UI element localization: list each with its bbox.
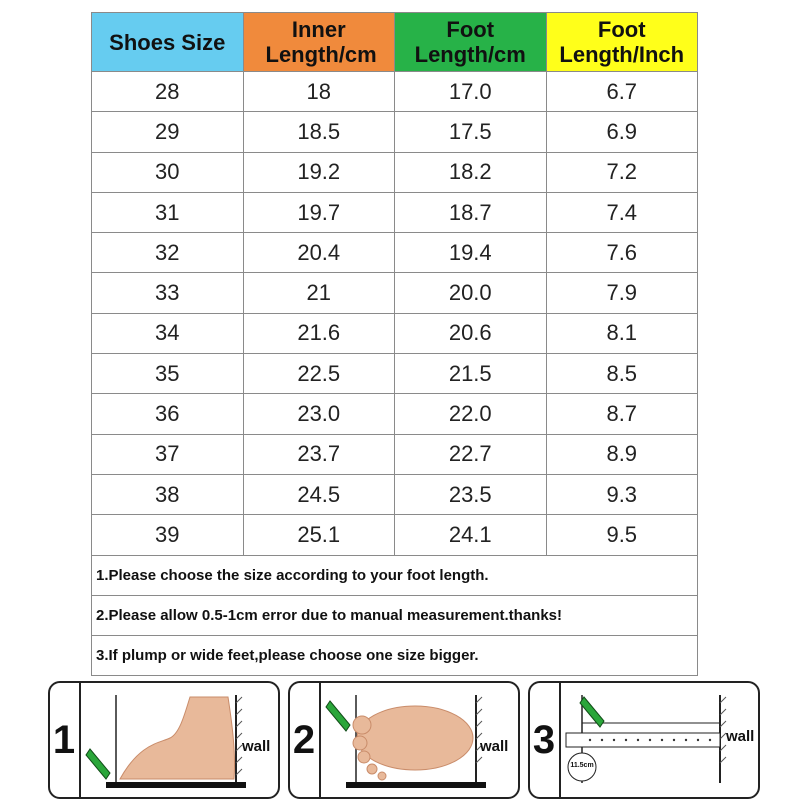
cell-inner-length: 21 <box>243 273 395 313</box>
cell-shoes-size: 29 <box>92 112 244 152</box>
cell-inner-length: 23.7 <box>243 434 395 474</box>
cell-foot-length-cm: 21.5 <box>395 354 547 394</box>
cell-shoes-size: 38 <box>92 474 244 514</box>
ruler-measure-icon <box>530 683 758 797</box>
cell-shoes-size: 37 <box>92 434 244 474</box>
cell-foot-length-inch: 8.1 <box>546 313 698 353</box>
cell-foot-length-inch: 7.9 <box>546 273 698 313</box>
table-row <box>92 72 698 112</box>
cell-shoes-size: 39 <box>92 515 244 555</box>
cell-foot-length-cm: 18.2 <box>395 152 547 192</box>
cell-foot-length-cm: 22.7 <box>395 434 547 474</box>
table-row <box>92 192 698 232</box>
cell-inner-length: 22.5 <box>243 354 395 394</box>
header-foot-length-cm: Foot Length/cm <box>395 13 547 72</box>
step-2-wall-label: wall <box>480 738 509 755</box>
cell-foot-length-inch: 8.7 <box>546 394 698 434</box>
step-1-wall-label: wall <box>242 738 271 755</box>
cell-foot-length-inch: 9.3 <box>546 474 698 514</box>
step-1-number: 1 <box>52 717 76 762</box>
cell-inner-length: 19.2 <box>243 152 395 192</box>
cell-shoes-size: 30 <box>92 152 244 192</box>
note-text: 2.Please allow 0.5-1cm error due to manual measurement.thanks! <box>92 595 698 635</box>
table-row <box>92 354 698 394</box>
table-row <box>92 515 698 555</box>
header-row <box>92 13 698 72</box>
header-foot-length-inch: Foot Length/Inch <box>546 13 698 72</box>
cell-shoes-size: 32 <box>92 233 244 273</box>
cell-foot-length-cm: 24.1 <box>395 515 547 555</box>
step-2-number: 2 <box>292 717 316 762</box>
cell-inner-length: 21.6 <box>243 313 395 353</box>
cell-shoes-size: 31 <box>92 192 244 232</box>
cell-foot-length-cm: 17.5 <box>395 112 547 152</box>
step-2-panel <box>288 681 520 799</box>
cell-shoes-size: 28 <box>92 72 244 112</box>
cell-shoes-size: 34 <box>92 313 244 353</box>
cell-inner-length: 23.0 <box>243 394 395 434</box>
cell-inner-length: 25.1 <box>243 515 395 555</box>
step-3-number: 3 <box>532 717 556 762</box>
cell-foot-length-cm: 22.0 <box>395 394 547 434</box>
cell-foot-length-cm: 19.4 <box>395 233 547 273</box>
cell-foot-length-inch: 9.5 <box>546 515 698 555</box>
cell-inner-length: 20.4 <box>243 233 395 273</box>
note-row <box>92 595 698 635</box>
note-row <box>92 636 698 676</box>
cell-foot-length-inch: 8.5 <box>546 354 698 394</box>
cell-inner-length: 18.5 <box>243 112 395 152</box>
cell-shoes-size: 33 <box>92 273 244 313</box>
note-text: 1.Please choose the size according to your foot length. <box>92 555 698 595</box>
table-row <box>92 313 698 353</box>
step-3-panel <box>528 681 760 799</box>
step-3-wall-label: wall <box>726 728 755 745</box>
cell-foot-length-inch: 7.4 <box>546 192 698 232</box>
cell-inner-length: 19.7 <box>243 192 395 232</box>
cell-foot-length-inch: 6.9 <box>546 112 698 152</box>
cell-foot-length-cm: 17.0 <box>395 72 547 112</box>
table-row <box>92 434 698 474</box>
header-inner-length: Inner Length/cm <box>243 13 395 72</box>
cell-foot-length-inch: 7.2 <box>546 152 698 192</box>
note-row <box>92 555 698 595</box>
table-row <box>92 112 698 152</box>
table-row <box>92 474 698 514</box>
cell-foot-length-cm: 18.7 <box>395 192 547 232</box>
cell-foot-length-cm: 20.0 <box>395 273 547 313</box>
header-shoes-size: Shoes Size <box>92 13 244 72</box>
measurement-steps <box>48 681 758 799</box>
table-row <box>92 394 698 434</box>
cell-foot-length-cm: 23.5 <box>395 474 547 514</box>
cell-foot-length-cm: 20.6 <box>395 313 547 353</box>
table-row <box>92 273 698 313</box>
size-chart-table <box>91 12 698 676</box>
cell-inner-length: 24.5 <box>243 474 395 514</box>
cell-shoes-size: 35 <box>92 354 244 394</box>
step-3-ruler-label: 11.5cm <box>570 762 594 769</box>
cell-foot-length-inch: 7.6 <box>546 233 698 273</box>
cell-inner-length: 18 <box>243 72 395 112</box>
step-1-panel <box>48 681 280 799</box>
cell-shoes-size: 36 <box>92 394 244 434</box>
cell-foot-length-inch: 8.9 <box>546 434 698 474</box>
cell-foot-length-inch: 6.7 <box>546 72 698 112</box>
table-row <box>92 233 698 273</box>
table-row <box>92 152 698 192</box>
note-text: 3.If plump or wide feet,please choose one size bigger. <box>92 636 698 676</box>
